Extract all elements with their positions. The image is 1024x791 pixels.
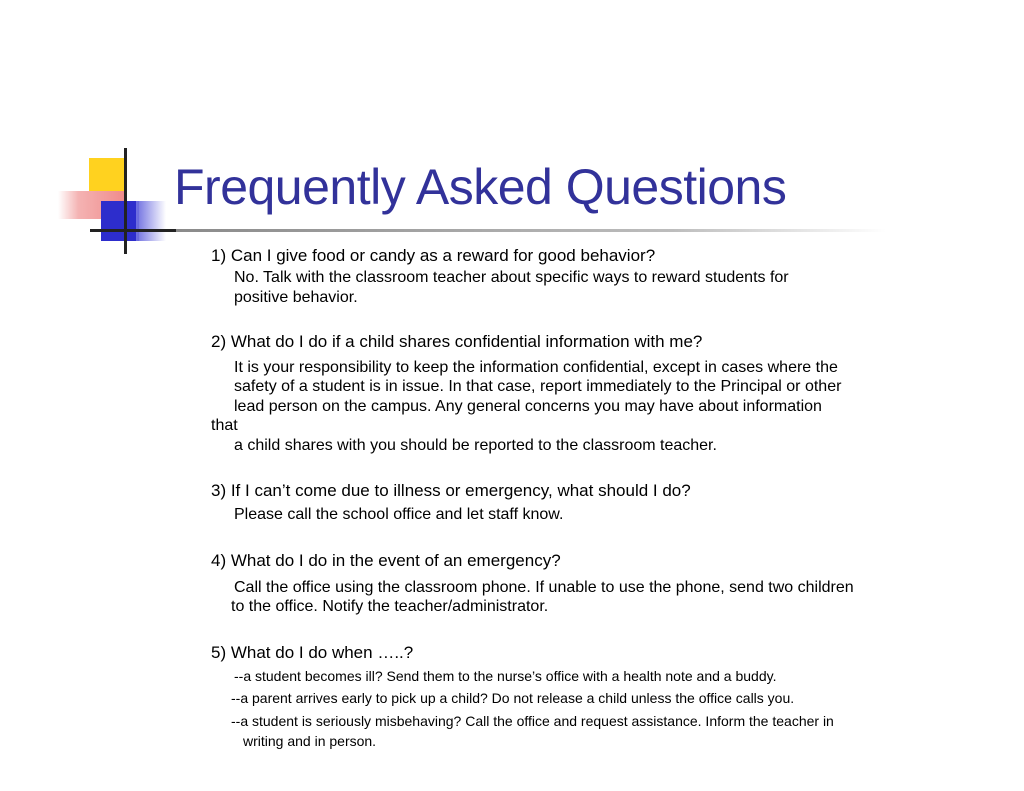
- faq-answer-2-line-5: a child shares with you should be reported to the classroom teacher.: [234, 437, 717, 454]
- faq-answer-1-line-2: positive behavior.: [234, 289, 358, 306]
- faq-question-3: 3) If I can’t come due to illness or emergency, what should I do?: [211, 481, 691, 500]
- faq-answer-2-line-1: It is your responsibility to keep the information confidential, except in cases where the: [234, 359, 838, 376]
- faq-question-5: 5) What do I do when …..?: [211, 643, 414, 662]
- faq-answer-2-line-4: that: [211, 417, 238, 434]
- decorative-blue-fade: [136, 201, 166, 241]
- faq-answer-5-line-4: writing and in person.: [243, 733, 377, 749]
- faq-answer-5-line-2: --a parent arrives early to pick up a child? Do not release a child unless the office calls you.: [231, 690, 795, 706]
- faq-answer-2-line-3: lead person on the campus. Any general concerns you may have about information: [234, 398, 822, 415]
- faq-question-1: 1) Can I give food or candy as a reward for good behavior?: [211, 246, 656, 265]
- decorative-blue-square: [101, 201, 139, 241]
- faq-question-4: 4) What do I do in the event of an emergency?: [211, 551, 561, 570]
- faq-answer-3-line-1: Please call the school office and let staff know.: [234, 506, 564, 523]
- faq-answer-5-line-1: --a student becomes ill? Send them to the nurse’s office with a health note and a buddy.: [234, 668, 777, 684]
- slide-title: Frequently Asked Questions: [174, 159, 787, 215]
- faq-answer-1-line-1: No. Talk with the classroom teacher about specific ways to reward students for: [234, 269, 789, 286]
- faq-answer-5-line-3: --a student is seriously misbehaving? Call the office and request assistance. Inform the teacher in: [231, 713, 834, 729]
- faq-question-2: 2) What do I do if a child shares confidential information with me?: [211, 332, 703, 351]
- title-underline: [176, 229, 886, 232]
- decorative-vertical-line: [124, 148, 127, 254]
- faq-answer-2-line-2: safety of a student is in issue. In that case, report immediately to the Principal or other: [234, 378, 842, 395]
- decorative-horizontal-line: [90, 229, 186, 232]
- faq-answer-4-line-1: Call the office using the classroom phone. If unable to use the phone, send two children: [234, 579, 854, 596]
- faq-answer-4-line-2: to the office. Notify the teacher/administrator.: [231, 598, 549, 615]
